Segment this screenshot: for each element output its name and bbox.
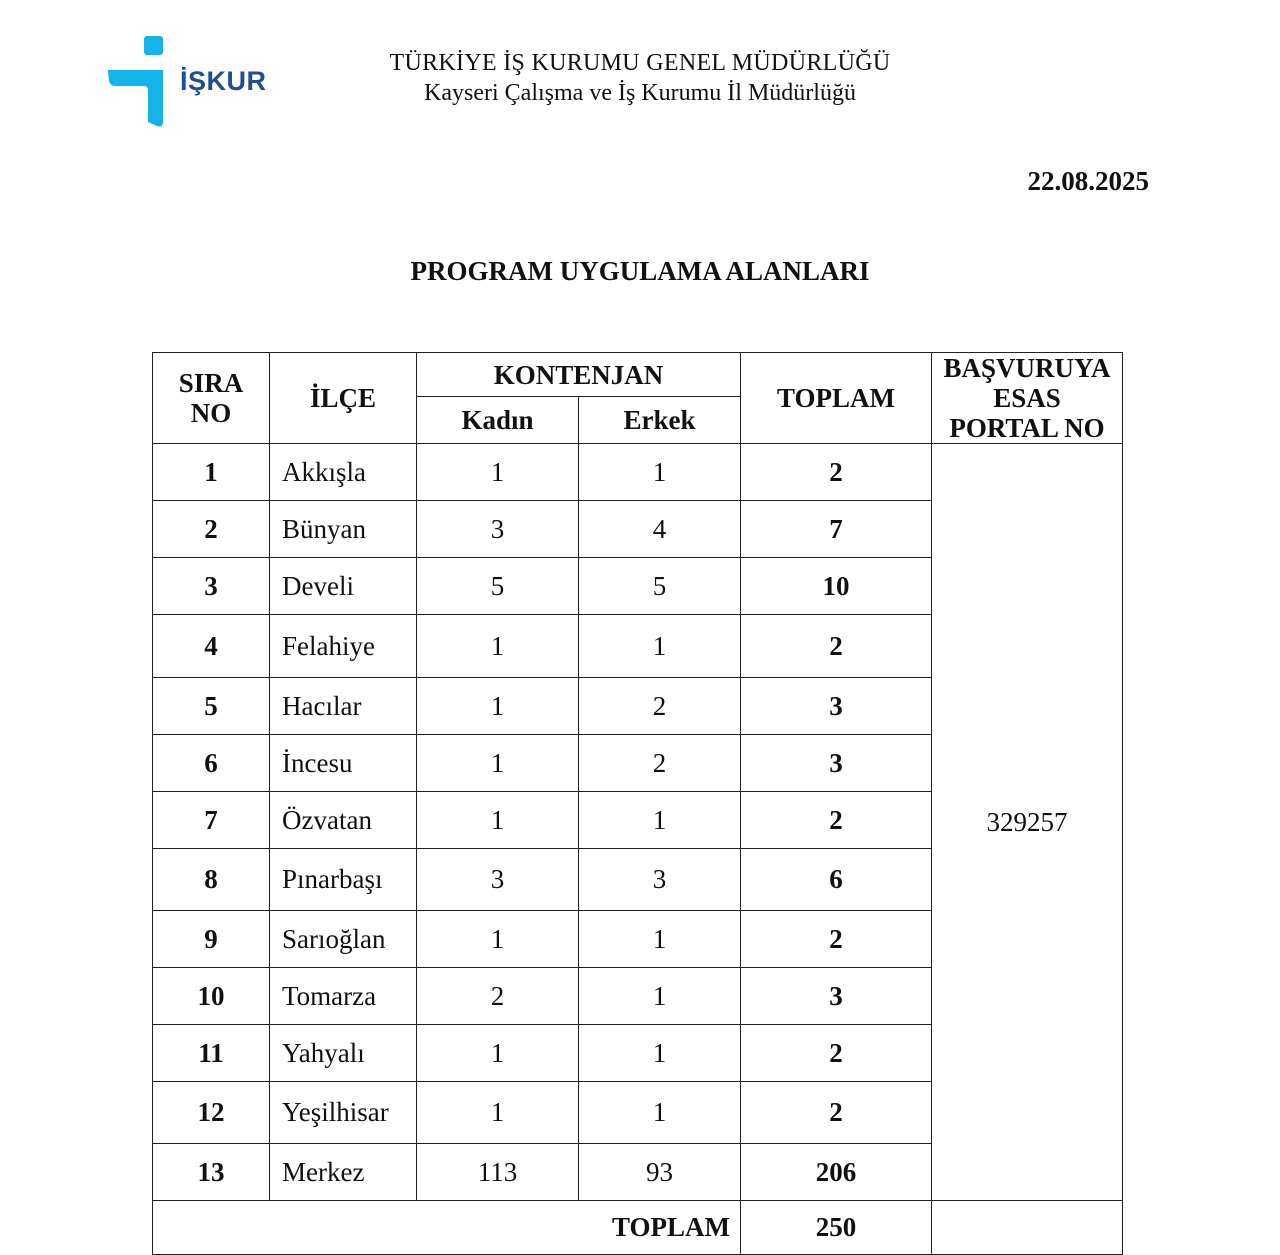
row-ilce: Pınarbaşı [270,849,417,911]
row-toplam: 2 [741,792,932,849]
row-erkek: 1 [579,792,741,849]
row-kadin: 5 [417,558,579,615]
header-portal-no [932,353,1123,444]
header-ilce: İLÇE [270,353,417,444]
program-areas-table [152,352,1123,1255]
row-erkek: 1 [579,1082,741,1144]
row-ilce: Sarıoğlan [270,911,417,968]
row-kadin: 1 [417,678,579,735]
row-erkek: 2 [579,678,741,735]
row-toplam: 2 [741,444,932,501]
row-erkek: 1 [579,911,741,968]
row-toplam: 7 [741,501,932,558]
row-sira-no: 6 [153,735,270,792]
row-sira-no: 4 [153,615,270,678]
row-kadin: 1 [417,792,579,849]
header-sira-no-line1: SIRA [178,368,244,398]
header-sira-no-line2: NO [190,398,232,428]
row-toplam: 2 [741,615,932,678]
row-erkek: 4 [579,501,741,558]
row-ilce: Yahyalı [270,1025,417,1082]
document-date: 22.08.2025 [1027,166,1149,196]
row-sira-no: 13 [153,1144,270,1201]
header-portal-line1: BAŞVURUYA [943,353,1111,383]
row-toplam: 2 [741,911,932,968]
row-erkek: 2 [579,735,741,792]
row-toplam: 6 [741,849,932,911]
row-erkek: 3 [579,849,741,911]
row-ilce: İncesu [270,735,417,792]
row-kadin: 113 [417,1144,579,1201]
row-erkek: 1 [579,444,741,501]
header-portal-line3: PORTAL NO [949,413,1105,443]
table-row [153,444,1123,501]
document-title: PROGRAM UYGULAMA ALANLARI [410,256,870,286]
total-label: TOPLAM [153,1201,741,1255]
row-kadin: 1 [417,1082,579,1144]
row-sira-no: 7 [153,792,270,849]
total-empty-cell [932,1201,1123,1255]
row-sira-no: 9 [153,911,270,968]
row-sira-no: 2 [153,501,270,558]
row-ilce: Yeşilhisar [270,1082,417,1144]
total-row [153,1201,1123,1255]
row-kadin: 1 [417,735,579,792]
header-portal-line2: ESAS [993,383,1061,413]
header-erkek: Erkek [579,397,741,444]
row-erkek: 5 [579,558,741,615]
row-toplam: 3 [741,968,932,1025]
row-erkek: 1 [579,1025,741,1082]
header-kadin: Kadın [417,397,579,444]
row-ilce: Develi [270,558,417,615]
row-kadin: 3 [417,849,579,911]
header-kontenjan: KONTENJAN [417,353,741,397]
row-kadin: 1 [417,911,579,968]
total-value: 250 [741,1201,932,1255]
row-erkek: 1 [579,615,741,678]
iskur-logo-icon [106,36,176,132]
organization-name: TÜRKİYE İŞ KURUMU GENEL MÜDÜRLÜĞÜ [389,50,891,76]
row-erkek: 1 [579,968,741,1025]
row-sira-no: 12 [153,1082,270,1144]
logo-wordmark: İŞKUR [180,66,267,96]
portal-no-cell: 329257 [932,444,1123,1201]
row-toplam: 10 [741,558,932,615]
sub-organization-name: Kayseri Çalışma ve İş Kurumu İl Müdürlüğü [424,80,856,106]
row-sira-no: 5 [153,678,270,735]
row-erkek: 93 [579,1144,741,1201]
row-kadin: 1 [417,615,579,678]
row-ilce: Felahiye [270,615,417,678]
row-ilce: Bünyan [270,501,417,558]
row-ilce: Özvatan [270,792,417,849]
header-toplam: TOPLAM [741,353,932,444]
row-kadin: 2 [417,968,579,1025]
row-sira-no: 10 [153,968,270,1025]
row-kadin: 1 [417,444,579,501]
row-kadin: 1 [417,1025,579,1082]
row-kadin: 3 [417,501,579,558]
row-toplam: 3 [741,735,932,792]
row-sira-no: 3 [153,558,270,615]
header-sira-no [153,353,270,444]
row-toplam: 3 [741,678,932,735]
row-ilce: Merkez [270,1144,417,1201]
row-ilce: Tomarza [270,968,417,1025]
iskur-logo [106,36,296,132]
row-ilce: Hacılar [270,678,417,735]
row-sira-no: 11 [153,1025,270,1082]
row-ilce: Akkışla [270,444,417,501]
row-sira-no: 1 [153,444,270,501]
row-toplam: 2 [741,1025,932,1082]
row-toplam: 2 [741,1082,932,1144]
row-sira-no: 8 [153,849,270,911]
row-toplam: 206 [741,1144,932,1201]
